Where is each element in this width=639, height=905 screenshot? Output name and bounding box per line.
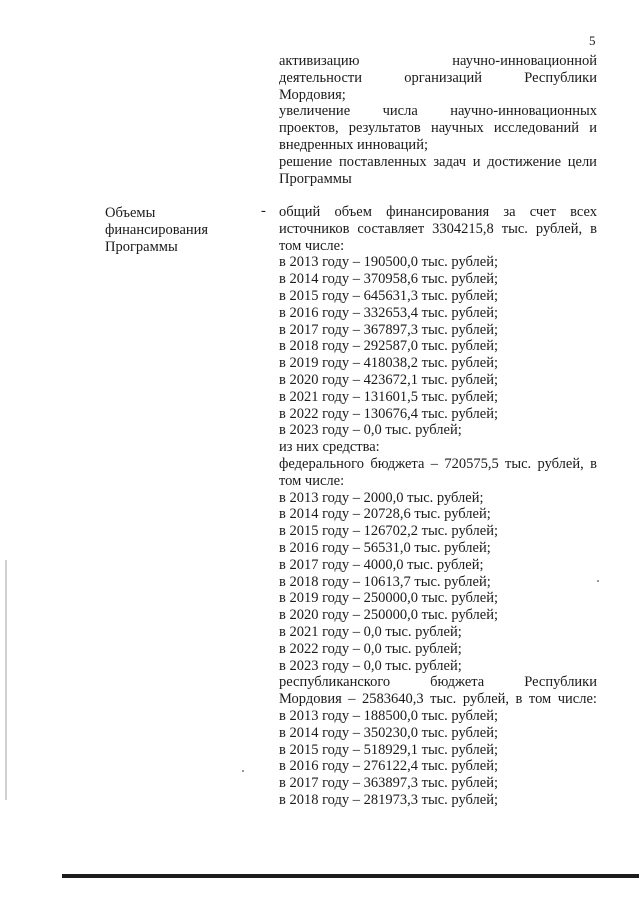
word: задач	[433, 153, 467, 170]
text-line	[279, 120, 597, 137]
text-line: в 2014 году – 20728,6 тыс. рублей;	[279, 506, 491, 523]
text-line: в 2021 году – 131601,5 тыс. рублей;	[279, 388, 499, 405]
text-line	[279, 691, 597, 708]
word: бюджета	[370, 455, 425, 472]
scan-edge-bottom	[62, 874, 639, 878]
section-label-line: Программы	[105, 239, 178, 256]
text-line: Программы	[279, 170, 352, 187]
scan-speck	[242, 770, 244, 772]
word: поставленных	[338, 153, 427, 170]
word: организаций	[404, 69, 483, 86]
text-line: в 2023 году – 0,0 тыс. рублей;	[279, 422, 462, 439]
word: научно-инновационной	[452, 53, 597, 69]
text-line	[279, 103, 597, 120]
word: финансирования	[386, 204, 490, 220]
word: проектов,	[279, 120, 339, 137]
word: увеличение	[279, 103, 351, 120]
page-number: 5	[589, 33, 596, 48]
word: 2583640,3	[362, 691, 424, 708]
word: источников	[279, 220, 350, 237]
word: научных	[430, 120, 484, 137]
word: в	[590, 220, 597, 237]
word: результатов	[348, 120, 421, 137]
text-line: в 2016 году – 332653,4 тыс. рублей;	[279, 304, 499, 321]
word: рублей,	[462, 691, 510, 708]
text-line: в 2013 году – 188500,0 тыс. рублей;	[279, 707, 499, 724]
word: и	[589, 120, 597, 137]
word: тыс.	[430, 691, 457, 708]
top-text-block	[279, 53, 597, 187]
word: общий	[279, 204, 321, 220]
word: рублей,	[537, 455, 584, 472]
word: тыс.	[501, 220, 528, 237]
word: числе:	[557, 691, 597, 708]
text-line	[279, 154, 597, 171]
text-line: в 2014 году – 350230,0 тыс. рублей;	[279, 724, 499, 741]
text-line: в 2013 году – 2000,0 тыс. рублей;	[279, 489, 484, 506]
text-line: в 2017 году – 4000,0 тыс. рублей;	[279, 556, 484, 573]
text-line: в 2019 году – 418038,2 тыс. рублей;	[279, 355, 499, 372]
word: республиканского	[279, 674, 391, 691]
text-line: Мордовия;	[279, 86, 346, 103]
text-line: в 2015 году – 645631,3 тыс. рублей;	[279, 287, 499, 304]
word: за	[503, 204, 516, 220]
word: –	[430, 455, 438, 472]
word: счет	[529, 204, 556, 220]
word: и	[472, 153, 481, 170]
word: рублей,	[535, 220, 583, 237]
word: числа	[382, 103, 418, 120]
text-line: в 2022 году – 0,0 тыс. рублей;	[279, 640, 462, 657]
word: 720575,5	[444, 455, 499, 472]
word: достижение	[487, 153, 562, 170]
text-line: в 2020 году – 423672,1 тыс. рублей;	[279, 371, 499, 388]
word: –	[348, 691, 356, 708]
text-line	[279, 674, 597, 691]
text-line: том числе:	[279, 237, 345, 254]
text-line: в 2018 году – 281973,3 тыс. рублей;	[279, 791, 499, 808]
text-line	[279, 70, 597, 87]
scan-speck	[597, 580, 599, 582]
text-line	[279, 221, 597, 238]
word: бюджета	[430, 674, 485, 691]
text-line: в 2022 году – 130676,4 тыс. рублей;	[279, 405, 499, 422]
word: Республики	[524, 69, 597, 86]
word: тыс.	[505, 455, 532, 472]
word: решение	[279, 153, 333, 170]
text-line: том числе:	[279, 472, 345, 489]
word: цели	[567, 153, 597, 170]
word: всех	[570, 204, 597, 220]
text-line: в 2021 году – 0,0 тыс. рублей;	[279, 623, 462, 640]
word: 3304215,8	[432, 220, 494, 237]
section-label-line: Объемы	[105, 205, 156, 221]
text-line: в 2017 году – 367897,3 тыс. рублей;	[279, 321, 499, 338]
word: в	[590, 455, 597, 472]
word: исследований	[493, 120, 580, 137]
text-line: в 2019 году – 250000,0 тыс. рублей;	[279, 590, 499, 607]
text-line: в 2015 году – 126702,2 тыс. рублей;	[279, 523, 499, 540]
section-label	[105, 205, 208, 257]
text-line: в 2016 году – 56531,0 тыс. рублей;	[279, 539, 491, 556]
financing-text-block	[279, 204, 597, 809]
text-line	[279, 204, 597, 221]
section-label-line: финансирования	[105, 222, 209, 239]
scan-edge-left	[5, 560, 7, 800]
text-line: в 2018 году – 292587,0 тыс. рублей;	[279, 338, 499, 355]
word: том	[528, 691, 552, 708]
word: Республики	[524, 674, 597, 691]
word: составляет	[357, 220, 425, 237]
text-line: в 2016 году – 276122,4 тыс. рублей;	[279, 758, 499, 775]
section-dash: -	[261, 203, 266, 219]
word: Мордовия	[279, 691, 342, 708]
word: в	[515, 691, 523, 708]
text-line: в 2023 году – 0,0 тыс. рублей;	[279, 657, 462, 674]
word: деятельности	[279, 69, 363, 86]
word: федерального	[279, 455, 364, 472]
text-line: внедренных инноваций;	[279, 136, 428, 153]
word: объем	[334, 204, 372, 220]
text-line: в 2014 году – 370958,6 тыс. рублей;	[279, 271, 499, 288]
text-line: в 2015 году – 518929,1 тыс. рублей;	[279, 741, 499, 758]
text-line: из них средства:	[279, 439, 380, 456]
text-line	[279, 53, 597, 70]
word: научно-инновационных	[450, 103, 597, 120]
text-line	[279, 456, 597, 473]
text-line: в 2018 году – 10613,7 тыс. рублей;	[279, 573, 491, 590]
text-line: в 2013 году – 190500,0 тыс. рублей;	[279, 254, 499, 271]
word: активизацию	[279, 53, 360, 69]
text-line: в 2017 году – 363897,3 тыс. рублей;	[279, 775, 499, 792]
text-line: в 2020 году – 250000,0 тыс. рублей;	[279, 607, 499, 624]
